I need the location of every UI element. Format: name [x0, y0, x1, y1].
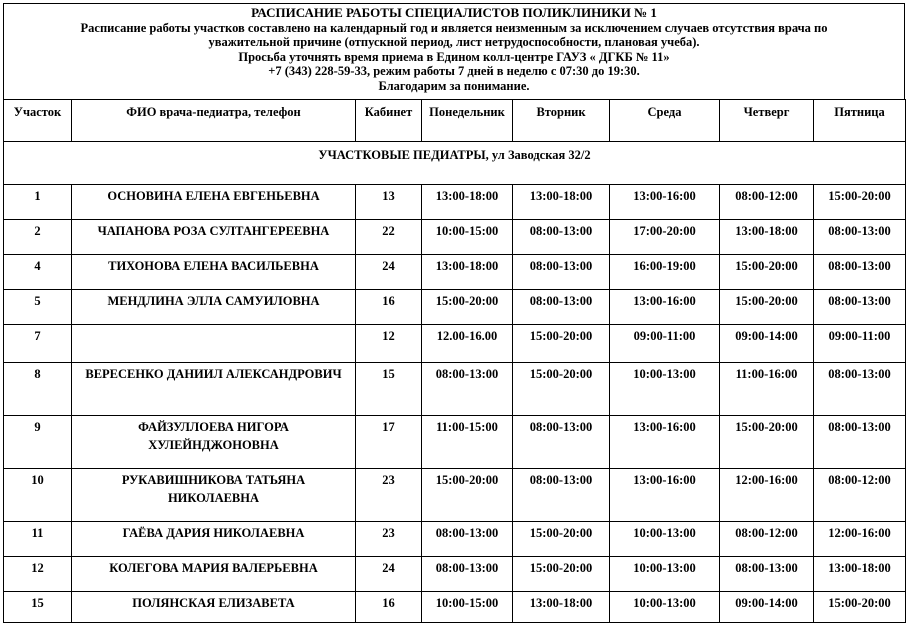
table-header-row	[4, 99, 906, 141]
table-row	[4, 254, 906, 289]
cell-friday: 08:00-13:00	[814, 219, 906, 254]
cell-monday: 15:00-20:00	[422, 289, 513, 324]
cell-tuesday: 13:00-18:00	[513, 184, 610, 219]
table-row	[4, 591, 906, 622]
cell-fio	[72, 324, 356, 362]
cell-friday: 08:00-12:00	[814, 468, 906, 521]
cell-tuesday: 15:00-20:00	[513, 521, 610, 556]
cell-uchastok: 7	[4, 324, 72, 362]
cell-tuesday: 08:00-13:00	[513, 289, 610, 324]
cell-uchastok: 12	[4, 556, 72, 591]
cell-thursday: 08:00-12:00	[720, 184, 814, 219]
cell-friday: 15:00-20:00	[814, 184, 906, 219]
cell-uchastok: 8	[4, 362, 72, 415]
cell-friday: 13:00-18:00	[814, 556, 906, 591]
cell-uchastok: 10	[4, 468, 72, 521]
cell-wednesday: 13:00-16:00	[610, 468, 720, 521]
cell-friday: 12:00-16:00	[814, 521, 906, 556]
col-header-uchastok: Участок	[4, 99, 72, 141]
cell-kabinet: 22	[356, 219, 422, 254]
cell-friday: 15:00-20:00	[814, 591, 906, 622]
cell-monday: 11:00-15:00	[422, 415, 513, 468]
cell-kabinet: 16	[356, 289, 422, 324]
table-row	[4, 219, 906, 254]
document-title: РАСПИСАНИЕ РАБОТЫ СПЕЦИАЛИСТОВ ПОЛИКЛИНИКИ № 1	[251, 5, 657, 20]
header-note-line: Просьба уточнять время приема в Едином колл-центре ГАУЗ « ДГКБ № 11»	[238, 49, 670, 64]
table-row	[4, 289, 906, 324]
col-header-wednesday: Среда	[610, 99, 720, 141]
cell-wednesday: 13:00-16:00	[610, 289, 720, 324]
cell-monday: 08:00-13:00	[422, 521, 513, 556]
header-note-line: уважительной причине (отпускной период, лист нетрудоспособности, плановая учеба).	[208, 35, 700, 50]
section-title: УЧАСТКОВЫЕ ПЕДИАТРЫ, ул Заводская 32/2	[4, 141, 906, 184]
col-header-kabinet: Кабинет	[356, 99, 422, 141]
cell-uchastok: 9	[4, 415, 72, 468]
cell-tuesday: 15:00-20:00	[513, 556, 610, 591]
cell-monday: 08:00-13:00	[422, 556, 513, 591]
cell-monday: 08:00-13:00	[422, 362, 513, 415]
col-header-monday: Понедельник	[422, 99, 513, 141]
cell-thursday: 09:00-14:00	[720, 324, 814, 362]
header-thanks-line: Благодарим за понимание.	[378, 78, 530, 93]
cell-fio: МЕНДЛИНА ЭЛЛА САМУИЛОВНА	[72, 289, 356, 324]
cell-uchastok: 4	[4, 254, 72, 289]
cell-thursday: 13:00-18:00	[720, 219, 814, 254]
cell-thursday: 08:00-12:00	[720, 521, 814, 556]
cell-tuesday: 08:00-13:00	[513, 415, 610, 468]
cell-wednesday: 13:00-16:00	[610, 415, 720, 468]
cell-fio: КОЛЕГОВА МАРИЯ ВАЛЕРЬЕВНА	[72, 556, 356, 591]
cell-wednesday: 13:00-16:00	[610, 184, 720, 219]
cell-thursday: 12:00-16:00	[720, 468, 814, 521]
cell-monday: 10:00-15:00	[422, 591, 513, 622]
cell-fio: РУКАВИШНИКОВА ТАТЬЯНА НИКОЛАЕВНА	[72, 468, 356, 521]
table-row	[4, 362, 906, 415]
cell-monday: 13:00-18:00	[422, 184, 513, 219]
cell-kabinet: 13	[356, 184, 422, 219]
cell-tuesday: 15:00-20:00	[513, 324, 610, 362]
cell-kabinet: 12	[356, 324, 422, 362]
cell-fio: ГАЁВА ДАРИЯ НИКОЛАЕВНА	[72, 521, 356, 556]
cell-kabinet: 23	[356, 521, 422, 556]
col-header-thursday: Четверг	[720, 99, 814, 141]
schedule-header	[3, 3, 905, 99]
cell-tuesday: 08:00-13:00	[513, 219, 610, 254]
cell-thursday: 15:00-20:00	[720, 415, 814, 468]
cell-kabinet: 24	[356, 556, 422, 591]
schedule-sheet	[3, 3, 905, 623]
cell-wednesday: 10:00-13:00	[610, 591, 720, 622]
cell-wednesday: 09:00-11:00	[610, 324, 720, 362]
cell-thursday: 08:00-13:00	[720, 556, 814, 591]
cell-friday: 08:00-13:00	[814, 289, 906, 324]
cell-thursday: 11:00-16:00	[720, 362, 814, 415]
table-row	[4, 324, 906, 362]
cell-tuesday: 13:00-18:00	[513, 591, 610, 622]
section-row	[4, 141, 906, 184]
cell-wednesday: 17:00-20:00	[610, 219, 720, 254]
schedule-table	[3, 99, 906, 623]
cell-friday: 08:00-13:00	[814, 362, 906, 415]
cell-fio: ЧАПАНОВА РОЗА СУЛТАНГЕРЕЕВНА	[72, 219, 356, 254]
cell-kabinet: 15	[356, 362, 422, 415]
cell-kabinet: 23	[356, 468, 422, 521]
cell-monday: 13:00-18:00	[422, 254, 513, 289]
cell-kabinet: 24	[356, 254, 422, 289]
cell-thursday: 15:00-20:00	[720, 289, 814, 324]
cell-wednesday: 10:00-13:00	[610, 521, 720, 556]
col-header-tuesday: Вторник	[513, 99, 610, 141]
cell-fio: ФАЙЗУЛЛОЕВА НИГОРА ХУЛЕЙНДЖОНОВНА	[72, 415, 356, 468]
cell-monday: 10:00-15:00	[422, 219, 513, 254]
cell-kabinet: 17	[356, 415, 422, 468]
cell-fio: ОСНОВИНА ЕЛЕНА ЕВГЕНЬЕВНА	[72, 184, 356, 219]
cell-uchastok: 11	[4, 521, 72, 556]
cell-thursday: 09:00-14:00	[720, 591, 814, 622]
header-note-line: Расписание работы участков составлено на календарный год и является неизменным за исключением случаев отсутствия врача по	[80, 20, 828, 35]
cell-wednesday: 10:00-13:00	[610, 556, 720, 591]
cell-tuesday: 15:00-20:00	[513, 362, 610, 415]
header-phone-line: +7 (343) 228-59-33, режим работы 7 дней в неделю с 07:30 до 19:30.	[268, 64, 640, 79]
cell-fio: ТИХОНОВА ЕЛЕНА ВАСИЛЬЕВНА	[72, 254, 356, 289]
col-header-fio: ФИО врача-педиатра, телефон	[72, 99, 356, 141]
col-header-friday: Пятница	[814, 99, 906, 141]
table-row	[4, 521, 906, 556]
cell-tuesday: 08:00-13:00	[513, 468, 610, 521]
cell-friday: 08:00-13:00	[814, 415, 906, 468]
cell-monday: 15:00-20:00	[422, 468, 513, 521]
cell-monday: 12.00-16.00	[422, 324, 513, 362]
table-row	[4, 184, 906, 219]
cell-wednesday: 16:00-19:00	[610, 254, 720, 289]
cell-fio: ПОЛЯНСКАЯ ЕЛИЗАВЕТА	[72, 591, 356, 622]
cell-friday: 09:00-11:00	[814, 324, 906, 362]
cell-uchastok: 1	[4, 184, 72, 219]
cell-kabinet: 16	[356, 591, 422, 622]
cell-fio: ВЕРЕСЕНКО ДАНИИЛ АЛЕКСАНДРОВИЧ	[72, 362, 356, 415]
cell-uchastok: 15	[4, 591, 72, 622]
cell-tuesday: 08:00-13:00	[513, 254, 610, 289]
cell-wednesday: 10:00-13:00	[610, 362, 720, 415]
table-row	[4, 468, 906, 521]
cell-uchastok: 5	[4, 289, 72, 324]
cell-friday: 08:00-13:00	[814, 254, 906, 289]
table-row	[4, 415, 906, 468]
cell-thursday: 15:00-20:00	[720, 254, 814, 289]
cell-uchastok: 2	[4, 219, 72, 254]
